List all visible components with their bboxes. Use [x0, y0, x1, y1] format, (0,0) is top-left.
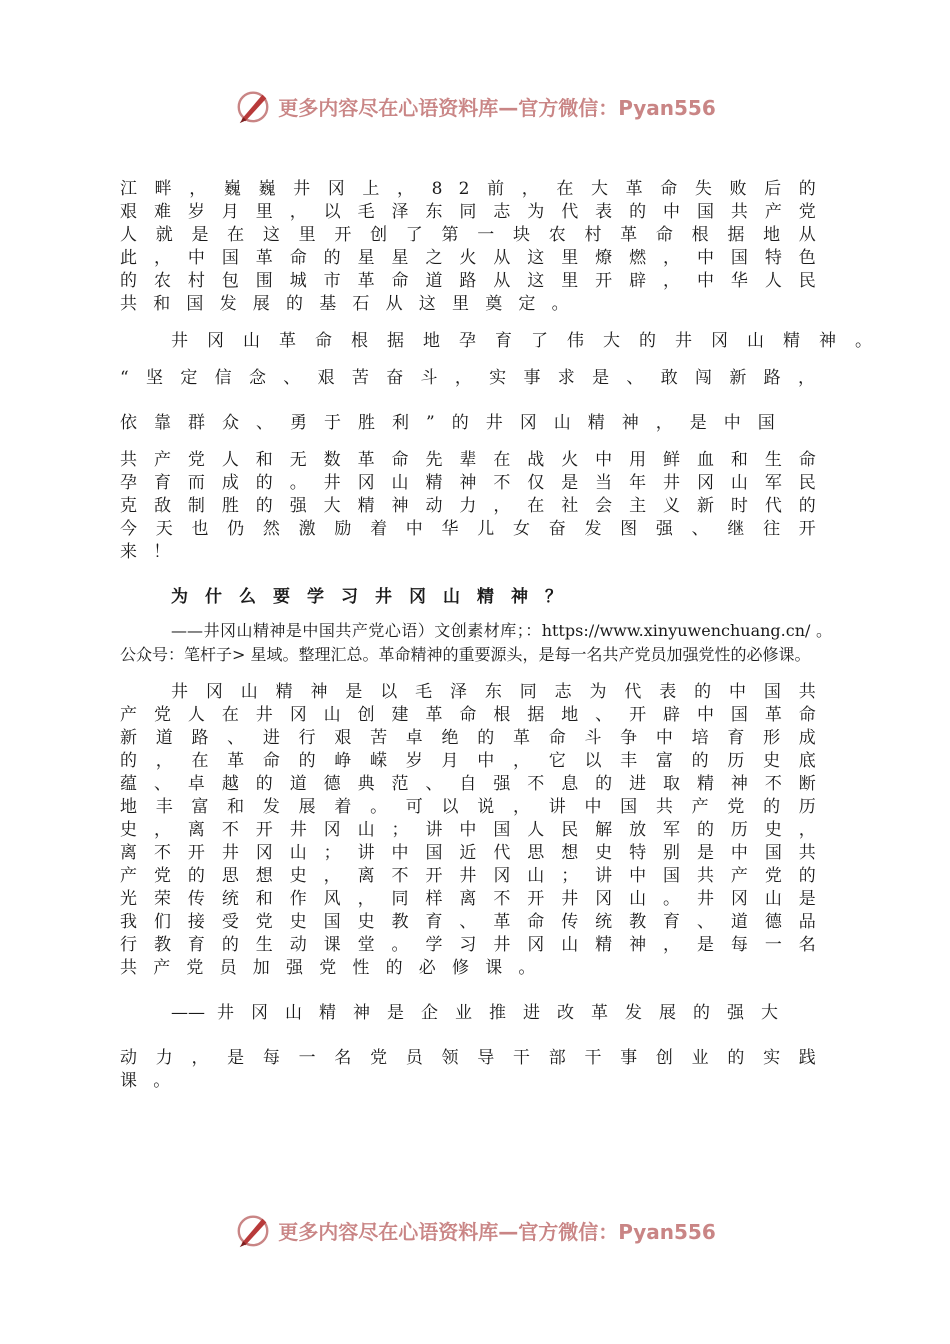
paragraph-1: 江畔，巍巍井冈上，82前，在大革命失败后的艰难岁月里，以毛泽东同志为代表的中国共产党人就是在这里开创了第一块农村革命根据地从此，中国革命的星星之火从这里燎燃，中国特色的农村包围城市革命道路从这里开辟，中华人民共和国发展的基石从这里奠定。 [120, 179, 832, 314]
paragraph-2-rest: 共产党人和无数革命先辈在战火中用鲜血和生命孕育而成的。井冈山精神不仅是当年井冈山军民克敌制胜的强大精神动力，在社会主义新时代的今天也仍然激励着中华儿女奋发图强、继往开来！ [120, 450, 832, 562]
footer-brand-text: 更多内容尽在心语资料库—官方微信：Pyan556 [278, 1219, 716, 1244]
paragraph-5-line-1-text: 井冈山精神是企业推进改革发展的强大 [217, 1003, 795, 1023]
paragraph-5-rest: 动力，是每一名党员领导干部干事创业的实践课。 [120, 1048, 832, 1091]
paragraph-2-line-2: “坚定信念、艰苦奋斗，实事求是、敢闯新路， [120, 368, 832, 388]
paragraph-2-line-1: 井冈山革命根据地孕育了伟大的井冈山精神。 [171, 331, 891, 351]
document-body [120, 178, 891, 1093]
footer-banner [0, 1208, 950, 1252]
header-brand-text: 更多内容尽在心语资料库—官方微信：Pyan556 [278, 95, 716, 120]
paragraph-2-line-3: 依靠群众、勇于胜利”的井冈山精神，是中国 [120, 413, 792, 433]
paragraph-5-line-1 [171, 1002, 832, 1025]
paragraph-3: ——井冈山精神是中国共产党心语）文创素材库；：https://www.xinyuwenchuang.cn/ 。公众号：笔杆子> 星域。整理汇总。革命精神的重要源头，是每一名共产党员加强党性的必修课。 [120, 621, 832, 664]
section-heading: 为什么要学习井冈山精神？ [171, 587, 579, 607]
pen-logo-icon [234, 1211, 272, 1249]
pen-logo-icon [234, 87, 272, 125]
header-banner [0, 84, 950, 128]
paragraph-4: 井冈山精神是以毛泽东同志为代表的中国共产党人在井冈山创建革命根据地、开辟中国革命新道路、进行艰苦卓绝的革命斗争中培育形成的，在革命的峥嵘岁月中，它以丰富的历史底蕴、卓越的道德典范、自强不息的进取精神不断地丰富和发展着。可以说，讲中国共产党的历史，离不开井冈山；讲中国人民解放军的历史，离不开井冈山；讲中国近代思想史特别是中国共产党的思想史，离不开井冈山；讲中国共产党的光荣传统和作风，同样离不开井冈山。井冈山是我们接受党史国史教育、革命传统教育、道德品行教育的生动课堂。学习井冈山精神，是每一名共产党员加强党性的必修课。 [120, 682, 832, 978]
em-dash: —— [171, 1003, 205, 1023]
